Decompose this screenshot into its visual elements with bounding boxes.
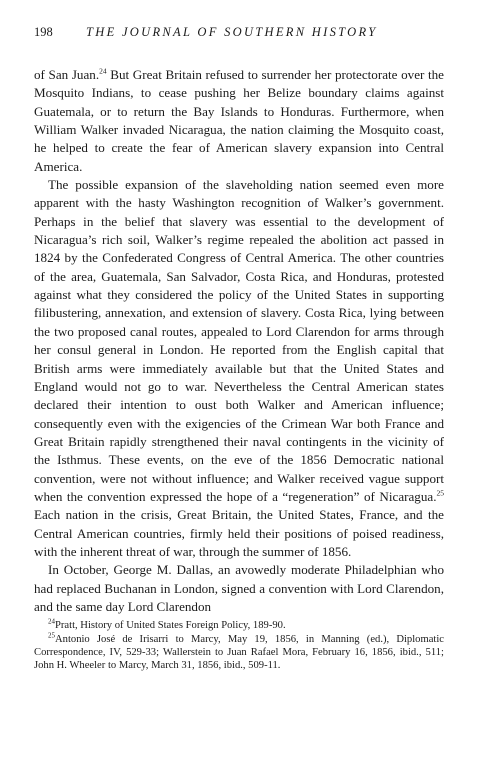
footnote	[34, 630, 444, 673]
paragraph-continuation	[34, 66, 444, 176]
paragraph	[34, 176, 444, 561]
paragraph	[34, 561, 444, 616]
page-number: 198	[34, 25, 53, 39]
paragraph-text: Each nation in the crisis, Great Britain, the United States, France, and the Central American countries, firmly held their positions of poised readiness, with the inherent threat of war, through the summer of 1856.	[34, 507, 444, 559]
footnote-text: Antonio José de Irisarri to Marcy, May 19, 1856, in Manning (ed.), Diplomatic Correspondence, IV, 529-33; Wallerstein to Juan Rafael Mora, February 16, 1856, ibid., 511; John H. Wheeler to Marcy, March 31, 1856, ibid., 509-11.	[34, 633, 444, 671]
footnote-marker: 24	[99, 66, 107, 76]
running-head	[34, 24, 444, 40]
footnotes	[34, 619, 444, 672]
paragraph-text: But Great Britain refused to surrender her protectorate over the Mosquito Indians, to cease pushing her Belize boundary claims against Guatemala, or to return the Bay Islands to Honduras. Furthermore, when William Walker invaded Nicaragua, the nation claiming the Mosquito coast, he helped to create the fear of American slavery expansion into Central America.	[34, 67, 444, 174]
footnote-number: 25	[48, 630, 55, 639]
paragraph-text: In October, George M. Dallas, an avowedly moderate Philadelphian who had replaced Buchanan in London, signed a convention with Lord Clarendon, and the same day Lord Clarendon	[34, 562, 444, 614]
paragraph-text: of San Juan.	[34, 67, 100, 82]
footnote-marker: 25	[436, 488, 444, 498]
footnote-number: 24	[48, 617, 55, 626]
paragraph-text: The possible expansion of the slaveholding nation seemed even more apparent with the hasty Washington recognition of Walker’s government. Perhaps in the belief that slavery was essential to the development of Nicaragua’s rich soil, Walker’s regime repealed the abolition act passed in 1824 by the Confederated Congress of Central America. The other countries of the area, Guatemala, San Salvador, Costa Rica, and Honduras, protested against what they considered the policy of the United States in supporting filibustering, annexation, and extension of slavery. Costa Rica, lying between the two proposed canal routes, appealed to Lord Clarendon for arms through her consul general in London. He reported from the English capital that British arms were immediately available but that the United States and England would not go to war. Nevertheless the Central American states declared their intention to oust both Walker and American influence; consequently even with the exigencies of the Crimean War both France and Great Britain rapidly strengthened their naval contingents in the vicinity of the Isthmus. These events, on the eve of the 1856 Democratic national convention, were not without influence; and Walker received vague support when the convention expressed the hope of a “regeneration” of Nicaragua.	[34, 177, 444, 504]
footnote	[34, 619, 444, 632]
footnote-text: Pratt, History of United States Foreign Policy, 189-90.	[55, 620, 286, 632]
body-text	[34, 66, 444, 616]
journal-title: THE JOURNAL OF SOUTHERN HISTORY	[86, 25, 378, 39]
